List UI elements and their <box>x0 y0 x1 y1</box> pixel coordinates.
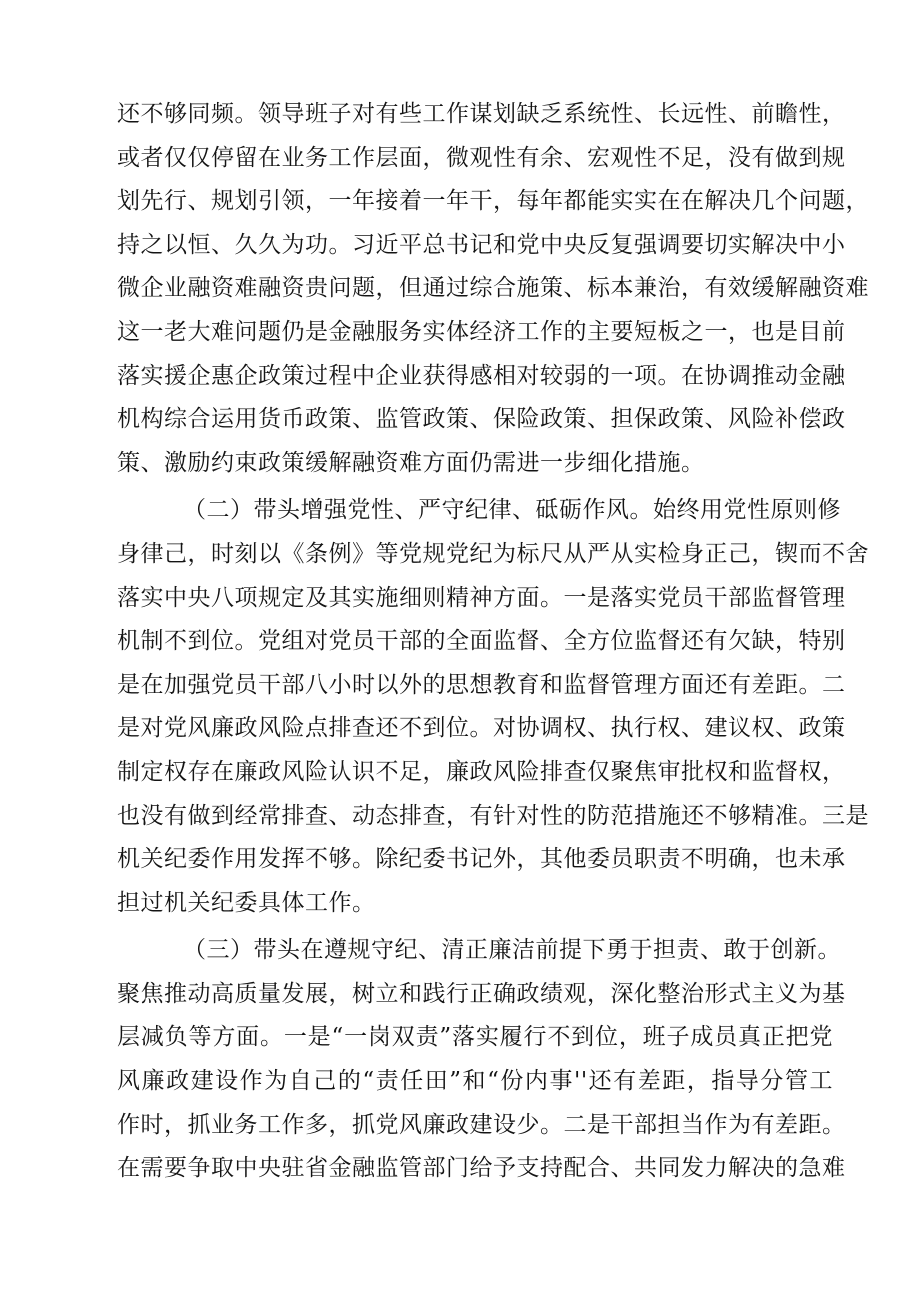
text-line: 落实中央八项规定及其实施细则精神方面。一是落实党员干部监督管理 <box>117 584 846 611</box>
text-line: 制定权存在廉政风险认识不足，廉政风险排查仅聚焦审批权和监督权， <box>117 758 846 785</box>
paragraph-1 <box>117 93 869 485</box>
text-line: 是在加强党员干部八小时以外的思想教育和监督管理方面还有差距。二 <box>117 671 846 698</box>
text-line: 机关纪委作用发挥不够。除纪委书记外，其他委员职责不明确，也未承 <box>117 846 846 873</box>
text-line: 落实援企惠企政策过程中企业获得感相对较弱的一项。在协调推动金融 <box>117 362 846 389</box>
text-line: 层减负等方面。一是“一岗双责”落实履行不到位，班子成员真正把党 <box>117 1024 833 1051</box>
text-line: 风廉政建设作为自己的“责任田”和“份内事''还有差距，指导分管工 <box>117 1068 833 1095</box>
text-line: 担过机关纪委具体工作。 <box>117 889 376 916</box>
text-line: 或者仅仅停留在业务工作层面，微观性有余、宏观性不足，没有做到规 <box>117 144 846 171</box>
text-line: 这一老大难问题仍是金融服务实体经济工作的主要短板之一，也是目前 <box>117 318 846 345</box>
text-line: 策、激励约束政策缓解融资难方面仍需进一步细化措施。 <box>117 449 705 476</box>
text-line: 身律己，时刻以《条例》等党规党纪为标尺从严从实检身正己，锲而不舍 <box>117 540 869 567</box>
text-line: 在需要争取中央驻省金融监管部门给予支持配合、共同发力解决的急难 <box>117 1155 846 1182</box>
document-body <box>117 93 869 1191</box>
text-line: 划先行、规划引领，一年接着一年干，每年都能实实在在解决几个问题， <box>117 188 869 215</box>
text-line: 是对党风廉政风险点排查还不到位。对协调权、执行权、建议权、政策 <box>117 715 846 742</box>
text-line: 持之以恒、久久为功。习近平总书记和党中央反复强调要切实解决中小 <box>117 231 846 258</box>
text-line: 微企业融资难融资贵问题，但通过综合施策、标本兼治，有效缓解融资难 <box>117 275 869 302</box>
text-line: 作时，抓业务工作多，抓党风廉政建设少。二是干部担当作为有差距。 <box>117 1111 846 1138</box>
paragraph-3 <box>117 929 846 1191</box>
text-line: 聚焦推动高质量发展，树立和践行正确政绩观，深化整治形式主义为基 <box>117 980 846 1007</box>
text-line: 还不够同频。领导班子对有些工作谋划缺乏系统性、长远性、前瞻性， <box>117 101 846 127</box>
section-heading-line: （二）带头增强党性、严守纪律、砥砺作风。始终用党性原则修 <box>183 497 841 524</box>
text-line: 也没有做到经常排查、动态排查，有针对性的防范措施还不够精准。三是 <box>117 802 869 829</box>
paragraph-2 <box>117 489 869 925</box>
section-heading-line: （三）带头在遵规守纪、清正廉洁前提下勇于担责、敢于创新。 <box>183 937 841 964</box>
text-line: 机制不到位。党组对党员干部的全面监督、全方位监督还有欠缺，特别 <box>117 628 846 655</box>
text-line: 机构综合运用货币政策、监管政策、保险政策、担保政策、风险补偿政 <box>117 406 846 433</box>
